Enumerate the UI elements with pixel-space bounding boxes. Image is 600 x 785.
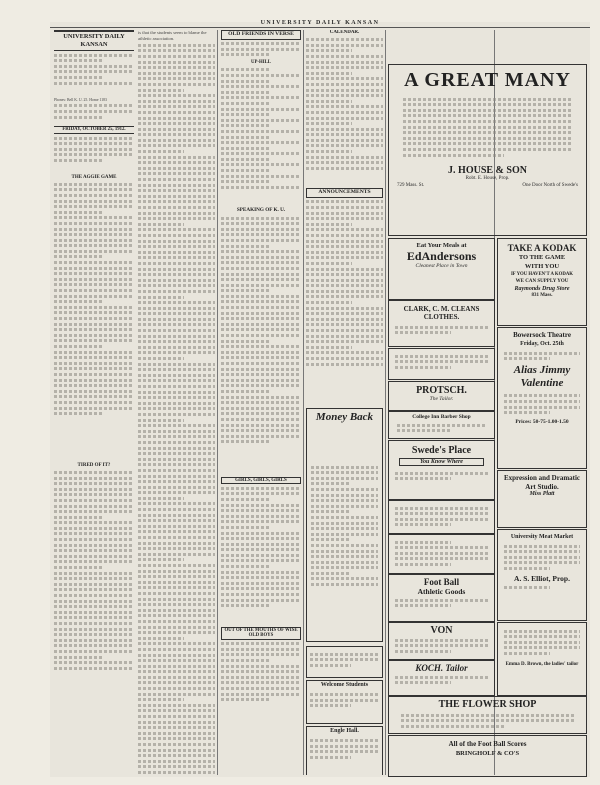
col2-lead: is that the students seem to blame the athletic association.: [138, 30, 207, 41]
welcome-title: Welcome Students: [320, 682, 369, 688]
dateline: FRIDAY, OCTOBER 25, 1912.: [54, 126, 134, 134]
engle-title: Engle Hall.: [330, 728, 359, 734]
eat-meals-line: Eat Your Meals at: [416, 242, 467, 249]
masthead-phone: Phones: Bell K. U. 25. Home 1183: [54, 97, 107, 102]
house-son-name: J. HOUSE & SON: [448, 165, 527, 177]
column-4: [306, 30, 383, 775]
column-3: [221, 30, 301, 775]
raymonds-address: 831 Mass.: [531, 293, 553, 298]
barber-title: College Inn Barber Shop: [412, 414, 471, 420]
ad-flower-shop: [388, 696, 587, 734]
ed-andersons-name: EdAndersons: [406, 249, 477, 263]
alias-jimmy-valentine: Alias Jimmy Valentine: [513, 363, 571, 389]
swede-title: Swede's Place: [411, 445, 472, 456]
kodak-line-4: IF YOU HAVEN'T A KODAK: [510, 272, 574, 277]
ad-von: [388, 622, 495, 660]
ad-emma-brown: [497, 622, 587, 696]
ad-bowersock-theatre: [497, 327, 587, 469]
headline-announcements: ANNOUNCEMENTS: [306, 188, 383, 198]
column-1: [54, 30, 134, 775]
headline-wise-old-boys: OUT OF THE MOUTHS OF WISE OLD BOYS: [221, 627, 301, 640]
house-son-door: One Door North of Swede's: [522, 183, 578, 189]
bowersock-prices: Prices: 50-75-1.00-1.50: [515, 418, 569, 425]
headline-calendar: CALENDAR.: [329, 30, 360, 35]
athletic-goods-title: Athletic Goods: [417, 587, 466, 596]
house-son-address: 729 Mass. St.: [397, 183, 425, 189]
headline-tired-of-it: TIRED OF IT?: [77, 462, 111, 468]
kodak-line-2: TO THE GAME: [518, 254, 566, 261]
ad-printing: [388, 534, 495, 574]
kodak-line-1: TAKE A KODAK: [507, 243, 577, 253]
swede-sub: You Know Where: [399, 458, 484, 466]
headline-old-friends: OLD FRIENDS IN VERSE: [221, 30, 301, 40]
raymonds-name: Raymonds Drug Store: [514, 286, 570, 292]
headline-uphill: UP-HILL: [251, 60, 271, 66]
ad-great-many: [388, 64, 587, 236]
ad-stylish-shoes: [306, 646, 383, 678]
headline-aggie-game: THE AGGIE GAME: [71, 174, 117, 180]
headline-speaking-of-ku: SPEAKING OF K. U.: [236, 207, 286, 214]
column-rule: [217, 30, 218, 775]
ad-physician: [388, 500, 495, 534]
expression-title: Expression and Dramatic Art Studio.: [503, 474, 581, 491]
column-rule: [385, 30, 386, 775]
ad-swedes-place: [388, 440, 495, 500]
koch-title: KOCH. Tailor: [415, 663, 468, 673]
clark-title: CLARK, C. M. CLEANS CLOTHES.: [403, 305, 480, 321]
ad-protsch: [388, 381, 495, 411]
house-son-sub: Robt. E. House, Prop.: [465, 176, 510, 182]
ad-meat-market: [497, 529, 587, 621]
masthead-title: UNIVERSITY DAILY KANSAN: [63, 33, 125, 48]
protsch-sub: The Tailor.: [429, 396, 454, 402]
kodak-line-5: WE CAN SUPPLY YOU: [515, 279, 569, 284]
elliot-prop: A. S. Elliot, Prop.: [514, 573, 570, 583]
bowersock-date: Friday, Oct. 25th: [520, 341, 564, 347]
cleanest-line: Cleanest Place in Town: [415, 263, 468, 269]
ad-ed-andersons: [388, 238, 495, 300]
money-back-title: Money Back: [315, 411, 374, 423]
headline-girls: GIRLS, GIRLS, GIRLS: [221, 477, 301, 485]
column-2: [138, 30, 215, 775]
von-title: VON: [430, 625, 453, 636]
ad-clark-cleans: [388, 300, 495, 347]
ad-kepler-bookstore: [388, 348, 495, 380]
flower-title: THE FLOWER SHOP: [438, 699, 537, 710]
football-title: Foot Ball: [423, 577, 460, 587]
ad-money-back: [306, 408, 383, 642]
bringhold-title: BRINGHOLF & CO'S: [455, 750, 520, 757]
miss-platt: Miss Platt: [529, 491, 555, 497]
ad-welcome: [306, 680, 383, 724]
great-many-title: A GREAT MANY: [404, 69, 571, 91]
emma-brown-title: Emma D. Brown, the ladies' tailor: [505, 661, 579, 667]
football-scores-title: All of the Foot Ball Scores: [448, 740, 527, 748]
kodak-line-3: WITH YOU: [524, 263, 560, 270]
ad-expression-studio: [497, 470, 587, 528]
page-folio: UNIVERSITY DAILY KANSAN: [50, 20, 590, 28]
protsch-name: PROTSCH.: [416, 385, 467, 396]
bowersock-title: Bowersock Theatre: [513, 331, 571, 339]
ad-football-goods: [388, 574, 495, 622]
column-rule: [303, 30, 304, 775]
ad-barber-shop: [388, 411, 495, 439]
ad-engle-hall: [306, 726, 383, 775]
ad-koch-tailor: [388, 660, 495, 696]
ad-football-scores: [388, 735, 587, 777]
meat-market-title: University Meat Market: [510, 534, 574, 540]
ad-kodak: [497, 238, 587, 326]
